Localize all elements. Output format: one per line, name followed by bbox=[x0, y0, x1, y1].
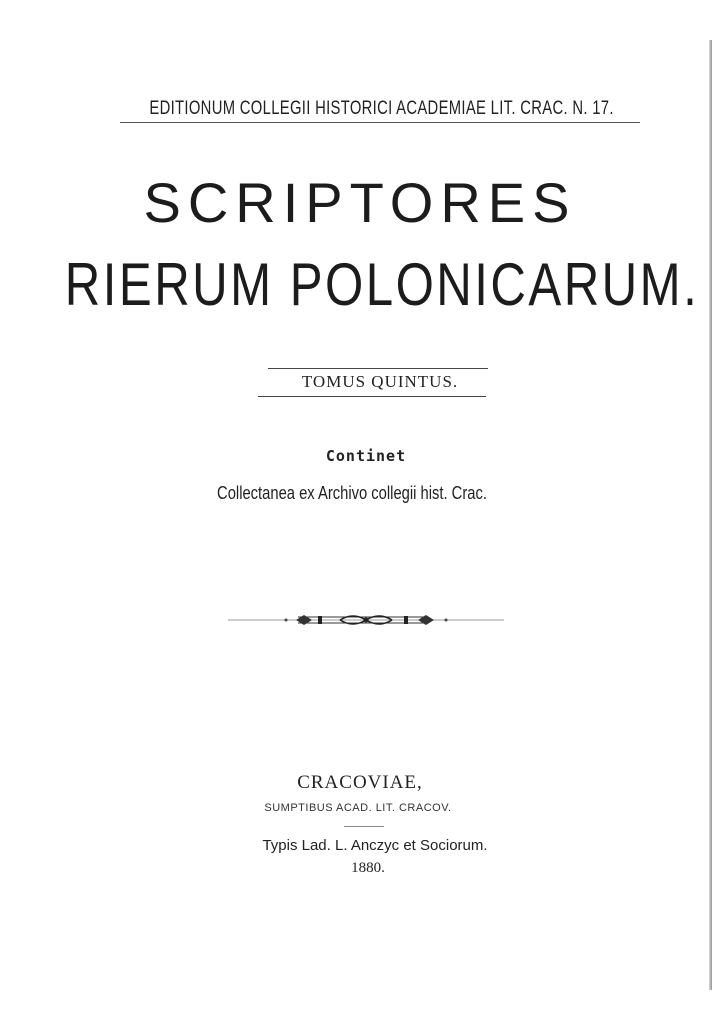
ornamental-divider-icon bbox=[228, 610, 504, 630]
main-title-line-2: RIERUM POLONICARUM. bbox=[64, 251, 700, 318]
continet-label: Continet bbox=[325, 447, 407, 465]
volume-bottom-rule bbox=[258, 396, 486, 397]
series-underline bbox=[120, 122, 640, 123]
imprint-city: CRACOVIAE, bbox=[297, 772, 423, 793]
imprint-small-rule bbox=[344, 826, 384, 827]
contents-description: Collectanea ex Archivo collegii hist. Crac. bbox=[217, 483, 487, 503]
series-heading: EDITIONUM COLLEGII HISTORICI ACADEMIAE LIT. CRAC. N. 17. bbox=[149, 98, 614, 119]
page-edge-shadow bbox=[709, 40, 712, 990]
imprint-year: 1880. bbox=[351, 860, 385, 876]
main-title-line-1: SCRIPTORES bbox=[143, 171, 577, 234]
imprint-printer: Typis Lad. L. Anczyc et Sociorum. bbox=[262, 837, 488, 854]
volume-top-rule bbox=[268, 368, 488, 369]
volume-title: TOMUS QUINTUS. bbox=[301, 372, 459, 391]
imprint-publisher: SUMPTIBUS ACAD. LIT. CRACOV. bbox=[264, 802, 452, 814]
